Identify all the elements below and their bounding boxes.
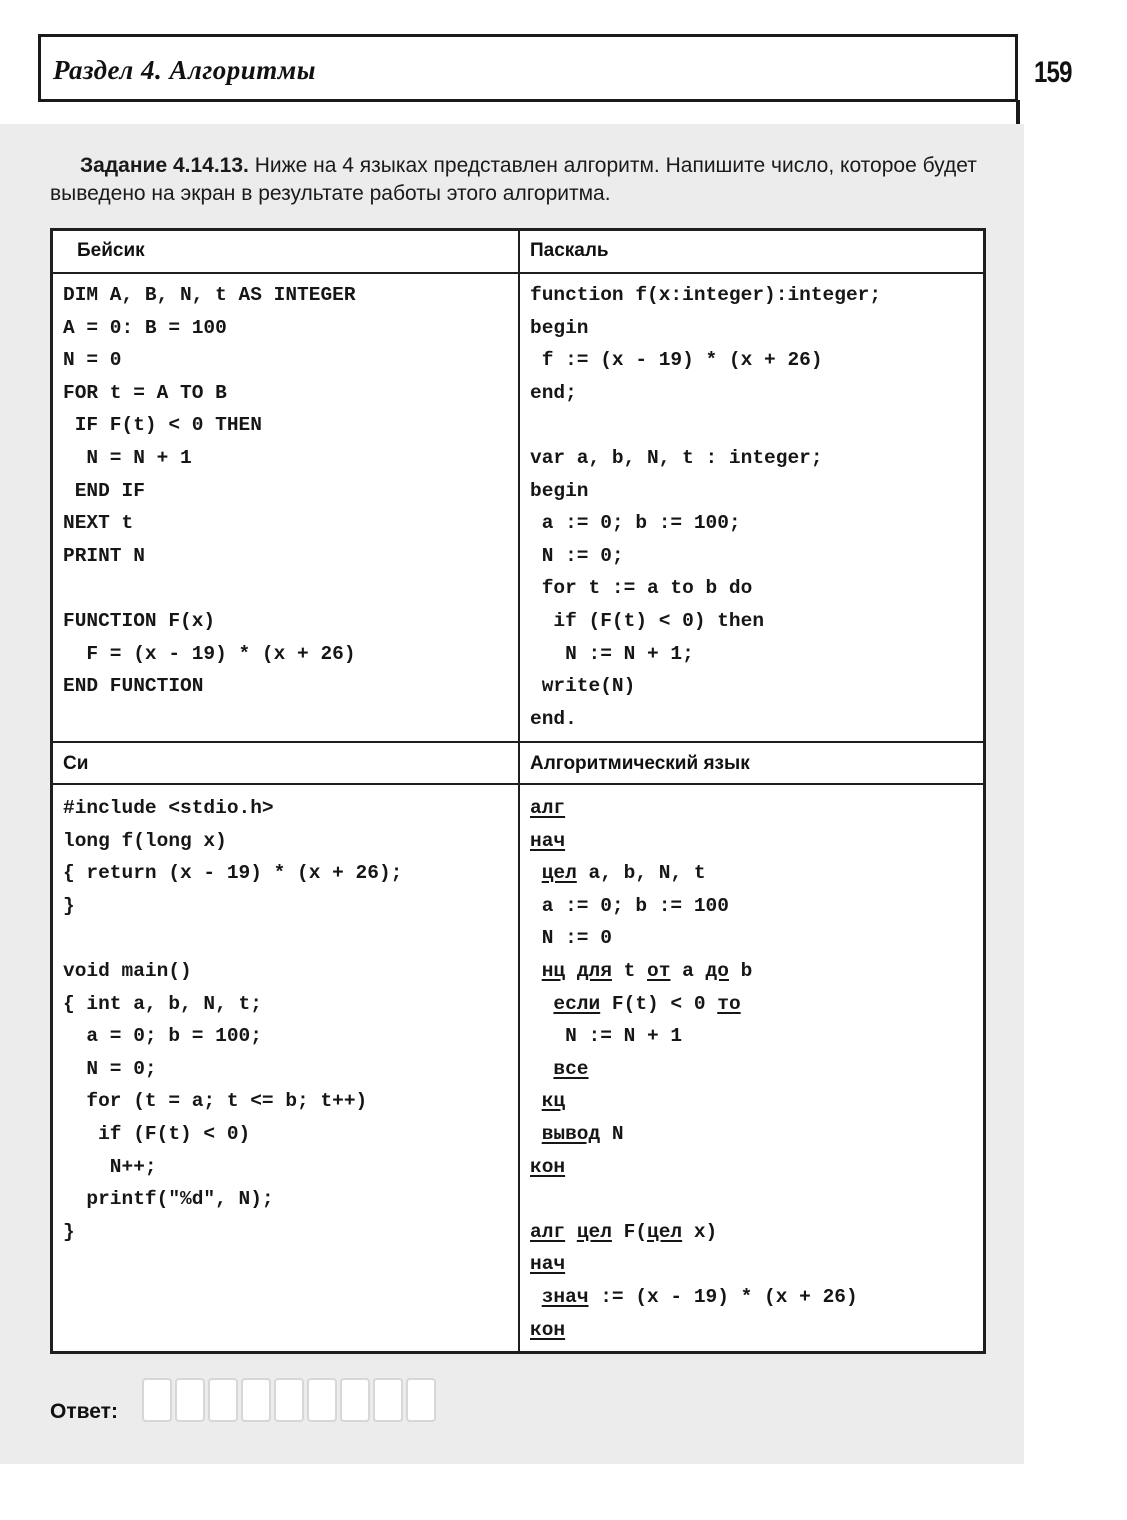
- answer-digit-box[interactable]: [373, 1378, 403, 1422]
- section-title: Раздел 4. Алгоритмы: [53, 55, 317, 85]
- page-number: 159: [1034, 56, 1072, 89]
- pascal-header: Паскаль: [530, 240, 609, 261]
- task-label: Задание 4.14.13.: [80, 154, 249, 177]
- pascal-code-line: for t := a to b do: [530, 577, 753, 600]
- pascal-code-line: end;: [530, 381, 577, 404]
- algorithmic-code-line: алг цел F(цел x): [530, 1220, 718, 1243]
- algorithmic-code-line: кон: [530, 1318, 566, 1341]
- c-code: [63, 792, 402, 1248]
- c-code-line: [63, 922, 402, 955]
- task-statement: [50, 152, 990, 208]
- basic-code-line: N = N + 1: [63, 446, 192, 469]
- row-divider-bottom-header: [53, 783, 983, 785]
- basic-header: Бейсик: [77, 240, 145, 261]
- c-code-line: long f(long x): [63, 829, 227, 852]
- c-code-line: if (F(t) < 0): [63, 1122, 251, 1145]
- basic-code: [63, 279, 356, 703]
- basic-code-line: N = 0: [63, 349, 122, 372]
- basic-code-line: FUNCTION F(x): [63, 609, 216, 632]
- row-divider-top-header: [53, 272, 983, 274]
- answer-label: Ответ:: [50, 1400, 118, 1423]
- c-code-line: N++;: [63, 1155, 157, 1178]
- algorithmic-code-line: нц для t от a до b: [541, 959, 753, 982]
- basic-code-line: IF F(t) < 0 THEN: [63, 414, 262, 437]
- basic-code-line: PRINT N: [63, 544, 145, 567]
- row-divider-middle: [53, 741, 983, 743]
- basic-code-line: FOR t = A TO B: [63, 381, 227, 404]
- pascal-code-line: N := 0;: [530, 544, 624, 567]
- task-description: Ниже на 4 языках представлен алгоритм. Напишите число, которое будет выведено на экран в результате работы этого алгоритма.: [50, 154, 977, 205]
- algorithmic-code-line: знач := (x - 19) * (x + 26): [541, 1285, 858, 1308]
- code-table: [50, 228, 986, 1354]
- c-code-line: void main(): [63, 959, 192, 982]
- c-code-line: { int a, b, N, t;: [63, 992, 262, 1015]
- answer-digit-box[interactable]: [307, 1378, 337, 1422]
- basic-code-line: DIM A, B, N, t AS INTEGER: [63, 284, 356, 306]
- pascal-code-line: write(N): [530, 675, 636, 698]
- basic-code-line: NEXT t: [63, 512, 134, 535]
- pascal-code-line: N := N + 1;: [530, 642, 694, 665]
- basic-code-line: F = (x - 19) * (x + 26): [63, 642, 356, 665]
- basic-code-line: [63, 572, 356, 605]
- algorithmic-code-line: нач: [530, 1253, 566, 1276]
- algorithmic-code-line: N := 0: [541, 927, 612, 950]
- algorithmic-code-line: нач: [530, 829, 566, 852]
- algorithmic-code-line: если F(t) < 0 то: [553, 992, 741, 1015]
- pascal-code-line: begin: [530, 316, 589, 339]
- pascal-code: [530, 279, 881, 735]
- c-code-line: #include <stdio.h>: [63, 797, 274, 819]
- column-divider: [518, 231, 520, 1351]
- algorithmic-code-line: [530, 1183, 858, 1216]
- c-code-line: }: [63, 894, 75, 917]
- pascal-code-line: end.: [530, 707, 577, 730]
- c-header: Си: [63, 753, 89, 774]
- answer-digit-box[interactable]: [274, 1378, 304, 1422]
- pascal-code-line: f := (x - 19) * (x + 26): [530, 349, 823, 372]
- pascal-code-line: var a, b, N, t : integer;: [530, 446, 823, 469]
- c-code-line: N = 0;: [63, 1057, 157, 1080]
- algorithmic-code-line: a := 0; b := 100: [541, 894, 729, 917]
- section-header: [38, 34, 1018, 102]
- pascal-code-line: if (F(t) < 0) then: [530, 609, 765, 632]
- pascal-code-line: function f(x:integer):integer;: [530, 284, 882, 306]
- answer-input[interactable]: [142, 1378, 439, 1420]
- pascal-code-line: [530, 409, 881, 442]
- answer-digit-box[interactable]: [406, 1378, 436, 1422]
- answer-digit-box[interactable]: [208, 1378, 238, 1422]
- answer-digit-box[interactable]: [175, 1378, 205, 1422]
- c-code-line: printf("%d", N);: [63, 1188, 274, 1211]
- c-code-line: a = 0; b = 100;: [63, 1025, 262, 1048]
- answer-digit-box[interactable]: [241, 1378, 271, 1422]
- answer-digit-box[interactable]: [142, 1378, 172, 1422]
- algorithmic-header: Алгоритмический язык: [530, 753, 750, 774]
- basic-code-line: A = 0: B = 100: [63, 316, 227, 339]
- algorithmic-code-line: цел a, b, N, t: [541, 862, 706, 885]
- algorithmic-code-line: все: [553, 1057, 589, 1080]
- c-code-line: }: [63, 1220, 75, 1243]
- basic-code-line: END IF: [63, 479, 145, 502]
- algorithmic-code-line: кон: [530, 1155, 566, 1178]
- c-code-line: { return (x - 19) * (x + 26);: [63, 862, 403, 885]
- algorithmic-code: [530, 792, 858, 1346]
- algorithmic-code-line: вывод N: [541, 1122, 624, 1145]
- algorithmic-code-line: N := N + 1: [565, 1025, 683, 1048]
- answer-digit-box[interactable]: [340, 1378, 370, 1422]
- pascal-code-line: begin: [530, 479, 589, 502]
- algorithmic-code-line: алг: [530, 797, 566, 819]
- pascal-code-line: a := 0; b := 100;: [530, 512, 741, 535]
- algorithmic-code-line: кц: [541, 1090, 566, 1113]
- c-code-line: for (t = a; t <= b; t++): [63, 1090, 368, 1113]
- basic-code-line: END FUNCTION: [63, 675, 204, 698]
